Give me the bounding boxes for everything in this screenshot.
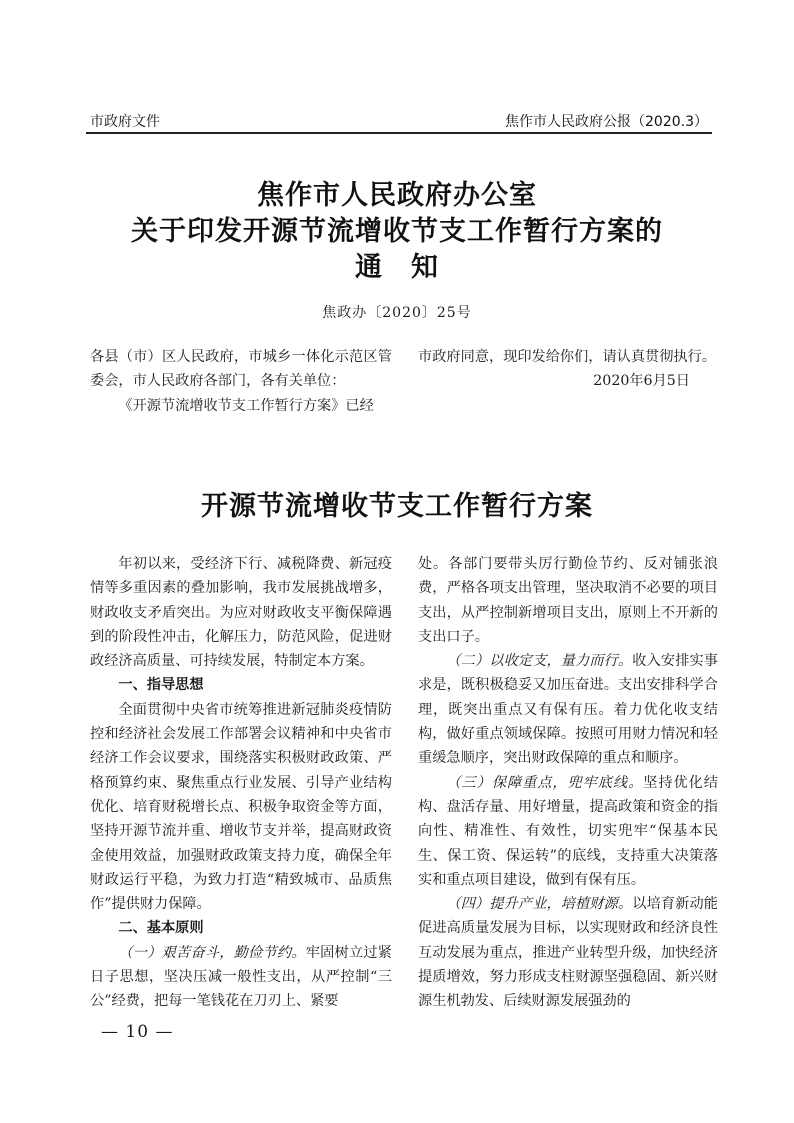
notice-body-part1: 《开源节流增收节支工作暂行方案》已经 bbox=[118, 397, 374, 414]
principle-3-paragraph bbox=[418, 771, 718, 892]
principle-4-paragraph bbox=[418, 892, 718, 1013]
principle-1-text-left: 牢固树立过紧日子思想，坚决压减一般性支出，从严控制“三公”经费，把每一笔钱花在刀刃上、紧要 bbox=[90, 944, 392, 1010]
principle-2-label: （二）以收定支，量力而行。 bbox=[446, 653, 633, 670]
plan-intro: 年初以来，受经济下行、减税降费、新冠疫情等多重因素的叠加影响，我市发展挑战增多，财政收支矛盾突出。为应对财政收支平衡保障遇到的阶段性冲击，化解压力，防范风险，促进财政经济高质量、可持续发展，特制定本方案。 bbox=[90, 556, 392, 670]
document-number: 焦政办〔2020〕25号 bbox=[322, 305, 472, 321]
principle-4-label: （四）提升产业，培植财源。 bbox=[446, 896, 633, 913]
header-divider bbox=[86, 132, 712, 134]
notice-date: 2020年6月5日 bbox=[593, 373, 690, 390]
notice-body-part2: 市政府同意，现印发给你们，请认真贯彻执行。 bbox=[418, 349, 716, 365]
title-line-1: 焦作市人民政府办公室 bbox=[257, 180, 537, 211]
notice-addressee: 各县（市）区人民政府，市城乡一体化示范区管委会，市人民政府各部门，各有关单位： bbox=[90, 349, 392, 390]
header-publication-title: 焦作市人民政府公报（2020.3） bbox=[505, 114, 708, 130]
section-1-text: 全面贯彻中央省市统筹推进新冠肺炎疫情防控和经济社会发展工作部署会议精神和中央省市经济工作会议要求，围绕落实积极财政政策、严格预算约束、聚焦重点行业发展、引导产业结构优化、培育财税增长点、积极争取资金等方面，坚持开源节流并重、增收节支并举，提高财政资金使用效益，加强财政政策支持力度，确保全年财政运行平稳，为致力打造“精致城市、品质焦作”提供财力保障。 bbox=[90, 701, 392, 913]
page-number: — 10 — bbox=[101, 1022, 174, 1042]
principle-3-label: （三）保障重点，兜牢底线。 bbox=[446, 774, 644, 791]
plan-title: 开源节流增收节支工作暂行方案 bbox=[201, 491, 593, 522]
notice-title bbox=[0, 178, 794, 286]
title-line-2: 关于印发开源节流增收节支工作暂行方案的 bbox=[131, 216, 663, 247]
header-section-label: 市政府文件 bbox=[90, 114, 160, 130]
principle-1-label: （一）艰苦奋斗，勤俭节约。 bbox=[118, 944, 306, 961]
page-header bbox=[86, 109, 712, 131]
notice-right-column bbox=[418, 345, 718, 394]
section-heading-1: 一、指导思想 bbox=[118, 677, 204, 694]
principle-3-text: 坚持优化结构、盘活存量、用好增量，提高政策和资金的指向性、精准性、有效性，切实兜牢“保基本民生、保工资、保运转”的底线，支持重大决策落实和重点项目建设，做到有保有压。 bbox=[418, 774, 718, 888]
principle-2-paragraph bbox=[418, 649, 718, 770]
principle-4-text: 以培育新动能促进高质量发展为目标，以实现财政和经济良性互动发展为重点，推进产业转型升级，加快经济提质增效，努力形成支柱财源坚强稳固、新兴财源生机勃发、后续财源发展强劲的 bbox=[418, 896, 718, 1010]
section-heading-2: 二、基本原则 bbox=[118, 920, 204, 937]
plan-right-column bbox=[418, 552, 718, 1014]
plan-left-column bbox=[90, 552, 392, 1014]
title-line-3: 通 知 bbox=[355, 252, 439, 283]
principle-1-text-right: 处。各部门要带头厉行勤俭节约、反对铺张浪费，严格各项支出管理，坚决取消不必要的项目支出，从严控制新增项目支出，原则上不开新的支出口子。 bbox=[418, 556, 718, 645]
principle-2-text: 收入安排实事求是，既积极稳妥又加压奋进。支出安排科学合理，既突出重点又有保有压。着力优化收支结构，做好重点领域保障。按照可用财力情况和轻重缓急顺序，突出财政保障的重点和顺序。 bbox=[418, 653, 718, 767]
notice-left-column bbox=[90, 345, 392, 418]
principle-1-paragraph bbox=[90, 941, 392, 1014]
